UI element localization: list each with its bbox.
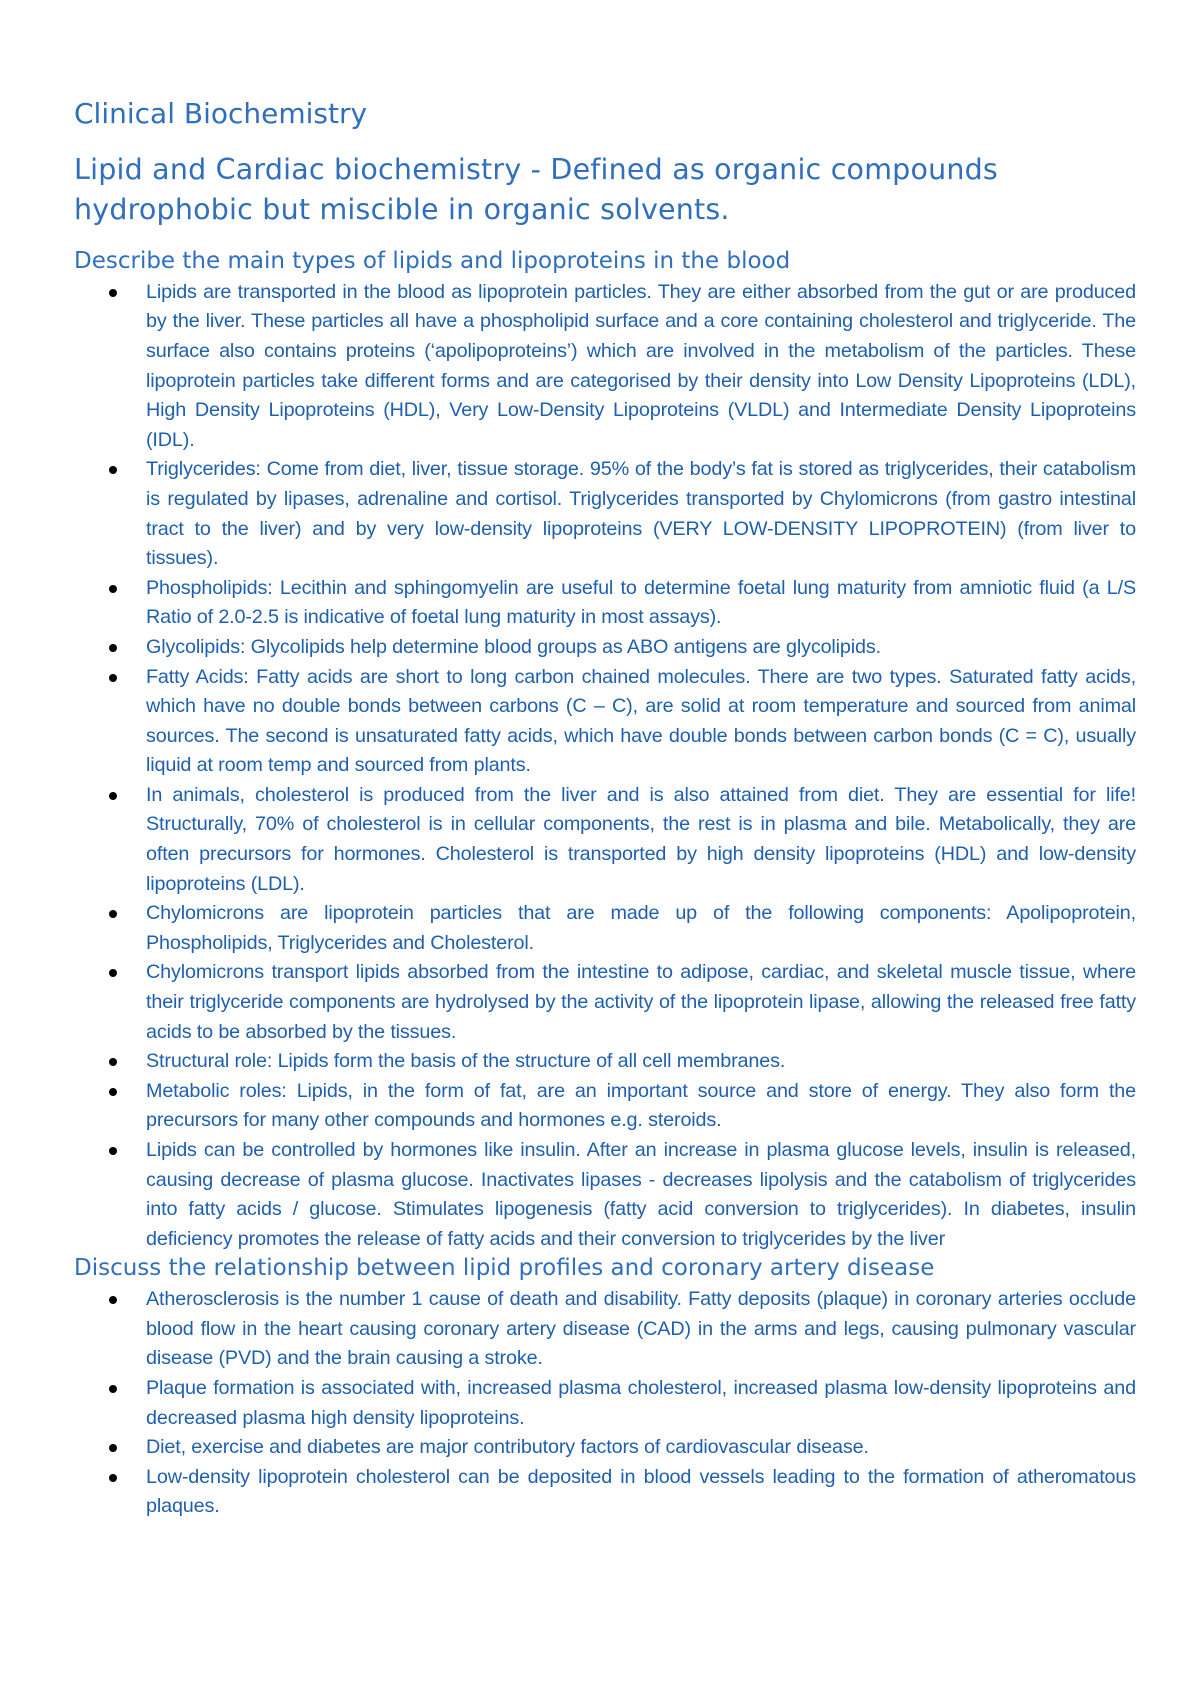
bullet-icon bbox=[109, 585, 117, 593]
bullet-list-lipid-types bbox=[74, 278, 1136, 1255]
bullet-icon bbox=[109, 1088, 117, 1096]
list-item bbox=[74, 1374, 1136, 1433]
list-item bbox=[74, 1047, 1136, 1077]
section-heading-lipid-types: Describe the main types of lipids and lipoproteins in the blood bbox=[74, 248, 791, 275]
list-item bbox=[74, 1136, 1136, 1254]
bullet-icon bbox=[109, 1058, 117, 1066]
section-heading-cad-relationship: Discuss the relationship between lipid profiles and coronary artery disease bbox=[74, 1255, 935, 1282]
list-item bbox=[74, 1285, 1136, 1374]
bullet-icon bbox=[109, 969, 117, 977]
list-item-text: Low-density lipoprotein cholesterol can be deposited in blood vessels leading to the formation of atheromatous plaques. bbox=[146, 1465, 1136, 1518]
list-item bbox=[74, 1433, 1136, 1463]
bullet-list-cad-relationship bbox=[74, 1285, 1136, 1522]
bullet-icon bbox=[109, 1444, 117, 1452]
list-item bbox=[74, 781, 1136, 899]
list-item-text: Lipids can be controlled by hormones like insulin. After an increase in plasma glucose levels, insulin is released, causing decrease of plasma glucose. Inactivates lipases - decreases lipolysis and the catabolism of triglycerides into fatty acids / glucose. Stimulates lipogenesis (fatty acid conversion to triglycerides). In diabetes, insulin deficiency promotes the release of fatty acids and their conversion to triglycerides by the liver bbox=[146, 1139, 1136, 1250]
list-item-text: In animals, cholesterol is produced from the liver and is also attained from diet. They are essential for life! Structurally, 70% of cholesterol is in cellular components, the rest is in plasma and bile. Metabolically, they are often precursors for hormones. Cholesterol is transported by high density lipoproteins (HDL) and low-density lipoproteins (LDL). bbox=[146, 783, 1136, 895]
document-page bbox=[74, 96, 1136, 1522]
list-item-text: Fatty Acids: Fatty acids are short to long carbon chained molecules. There are two types. Saturated fatty acids, which have no double bonds between carbons (C – C), are solid at room temperature and sourced from animal sources. The second is unsaturated fatty acids, which have double bonds between carbon bonds (C = C), usually liquid at room temp and sourced from plants. bbox=[146, 665, 1136, 777]
list-item bbox=[74, 663, 1136, 781]
list-item-text: Chylomicrons are lipoprotein particles that are made up of the following components: Apolipoprotein, Phospholipids, Triglycerides and Cholesterol. bbox=[146, 902, 1136, 954]
bullet-icon bbox=[109, 644, 117, 652]
list-item-text: Phospholipids: Lecithin and sphingomyelin are useful to determine foetal lung maturity from amniotic fluid (a L/S Ratio of 2.0-2.5 is indicative of foetal lung maturity in most assays). bbox=[146, 576, 1136, 629]
list-item bbox=[74, 1077, 1136, 1136]
bullet-icon bbox=[109, 289, 117, 297]
list-item-text: Diet, exercise and diabetes are major contributory factors of cardiovascular disease. bbox=[146, 1436, 869, 1459]
list-item-text: Plaque formation is associated with, increased plasma cholesterol, increased plasma low-density lipoproteins and decreased plasma high density lipoproteins. bbox=[146, 1376, 1136, 1429]
list-item bbox=[74, 1463, 1136, 1522]
list-item-text: Atherosclerosis is the number 1 cause of death and disability. Fatty deposits (plaque) in coronary arteries occlude blood flow in the heart causing coronary artery disease (CAD) in the arms and legs, causing pulmonary vascular disease (PVD) and the brain causing a stroke. bbox=[146, 1288, 1136, 1370]
bullet-icon bbox=[109, 910, 117, 918]
list-item-text: Structural role: Lipids form the basis of the structure of all cell membranes. bbox=[146, 1050, 786, 1073]
list-item bbox=[74, 958, 1136, 1047]
document-subtitle: Lipid and Cardiac biochemistry - Defined as organic compounds hydrophobic but miscible in organic solvents. bbox=[74, 153, 998, 226]
list-item-text: Chylomicrons transport lipids absorbed from the intestine to adipose, cardiac, and skeletal muscle tissue, where their triglyceride components are hydrolysed by the activity of the lipoprotein lipase, allowing the released free fatty acids to be absorbed by the tissues. bbox=[146, 961, 1136, 1043]
bullet-icon bbox=[109, 1385, 117, 1393]
list-item-text: Glycolipids: Glycolipids help determine blood groups as ABO antigens are glycolipids. bbox=[146, 635, 881, 658]
bullet-icon bbox=[109, 1474, 117, 1482]
list-item bbox=[74, 455, 1136, 573]
bullet-icon bbox=[109, 1296, 117, 1304]
bullet-icon bbox=[109, 1147, 117, 1155]
document-title: Clinical Biochemistry bbox=[74, 97, 368, 130]
list-item-text: Triglycerides: Come from diet, liver, tissue storage. 95% of the body’s fat is stored as triglycerides, their catabolism is regulated by lipases, adrenaline and cortisol. Triglycerides transported by Chylomicrons (from gastro intestinal tract to the liver) and by very low-density lipoproteins (VERY LOW-DENSITY LIPOPROTEIN) (from liver to tissues). bbox=[146, 458, 1136, 570]
list-item-text: Lipids are transported in the blood as lipoprotein particles. They are either absorbed from the gut or are produced by the liver. These particles all have a phospholipid surface and a core containing cholesterol and triglyceride. The surface also contains proteins (‘apolipoproteins’) which are involved in the metabolism of the particles. These lipoprotein particles take different forms and are categorised by their density into Low Density Lipoproteins (LDL), High Density Lipoproteins (HDL), Very Low-Density Lipoproteins (VLDL) and Intermediate Density Lipoproteins (IDL). bbox=[146, 280, 1136, 451]
list-item bbox=[74, 574, 1136, 633]
list-item bbox=[74, 278, 1136, 456]
bullet-icon bbox=[109, 792, 117, 800]
list-item bbox=[74, 899, 1136, 958]
list-item-text: Metabolic roles: Lipids, in the form of fat, are an important source and store of energy. They also form the precursors for many other compounds and hormones e.g. steroids. bbox=[146, 1079, 1136, 1132]
bullet-icon bbox=[109, 674, 117, 682]
bullet-icon bbox=[109, 466, 117, 474]
list-item bbox=[74, 633, 1136, 663]
